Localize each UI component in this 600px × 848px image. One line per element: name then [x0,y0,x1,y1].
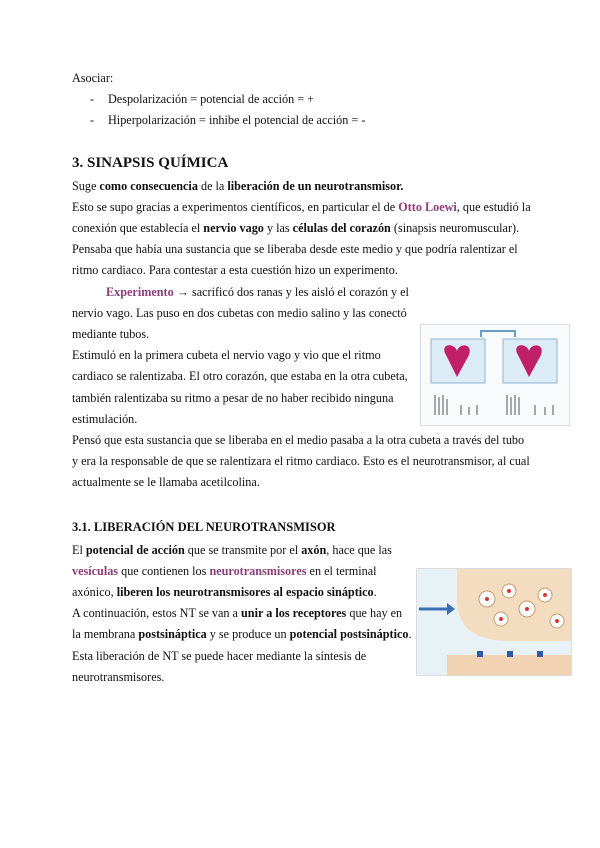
frog-heart-icon [421,325,569,425]
paragraph: A continuación, estos NT se van a unir a los receptores que hay en la membrana postsináptica y se produce un potencial postsináptico. [72,606,412,642]
paragraph: Pensaba que había una sustancia que se liberaba desde este medio y que podría ralentizar el ritmo cardiaco. Para contestar a esta cuestión hizo un experimento. [72,242,518,278]
synapse-figure [416,568,572,676]
section-title: 3. SINAPSIS QUÍMICA [72,154,229,171]
list-item: - Despolarización = potencial de acción = + [90,92,315,107]
paragraph: Esto se supo gracias a experimentos científicos, en particular el de Otto Loewi, que estudió la conexión que establecía el nervio vago y las células del corazón (sinapsis neuromuscular). [72,199,531,236]
paragraph: Experimento → sacrificó dos ranas y les aisló el corazón y el nervio vago. Las puso en dos cubetas con medio salino y las conectó mediante tubos. [72,284,409,342]
paragraph: Estimuló en la primera cubeta el nervio vago y vio que el ritmo cardiaco se ralentizaba. El otro corazón, que estaba en la otra cubeta, también ralentizaba su ritmo a pesar de no haber recibido ninguna estimulación. [72,348,408,426]
paragraph: Pensó que esta sustancia que se liberaba en el medio pasaba a la otra cubeta a través del tubo y era la responsable de que se ralentizara el ritmo cardiaco. Esto es el neurotransmisor, al cual actualmente se le llamaba acetilcolina. [72,433,530,490]
paragraph: Suge como consecuencia de la liberación de un neurotransmisor. [72,178,404,193]
paragraph: Esta liberación de NT se puede hacer mediante la síntesis de neurotransmisores. [72,648,367,684]
asociar-label: Asociar: [72,71,114,85]
subsection-title: 3.1. LIBERACIÓN DEL NEUROTRANSMISOR [72,519,336,534]
paragraph: El potencial de acción que se transmite por el axón, hace que las vesículas que contienen los neurotransmisores en el terminal axónico, liberen los neurotransmisores al espacio sináptico. [72,542,392,600]
synapse-diagram-icon [417,569,571,675]
association-list [72,89,532,131]
list-item: - Hiperpolarización = inhibe el potencial de acción = - [90,113,366,128]
loewi-experiment-figure [420,324,570,426]
